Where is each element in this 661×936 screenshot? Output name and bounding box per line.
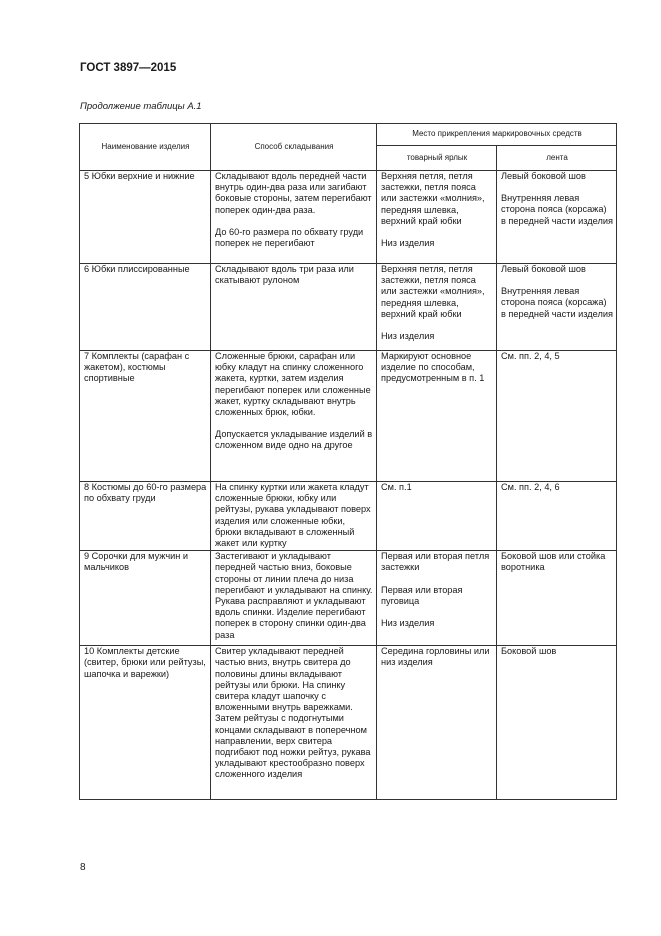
cell-text: Низ изделия	[381, 618, 435, 629]
cell-label	[377, 351, 497, 482]
cell-method	[211, 551, 377, 646]
cell-label	[377, 551, 497, 646]
cell-text: Боковой шов	[501, 646, 557, 657]
cell-text: См. пп. 2, 4, 6	[501, 482, 560, 492]
cell-text: Допускается укладывание изделий в сложенном виде одно на другое	[215, 429, 373, 451]
cell-text: 8 Костюмы до 60-го размера по обхвату груди	[84, 482, 207, 504]
cell-text: 5 Юбки верхние и нижние	[84, 171, 195, 181]
cell-method	[211, 482, 377, 551]
cell-text: Первая или вторая петля застежки	[381, 551, 490, 573]
cell-text: Боковой шов или стойка воротника	[501, 551, 606, 573]
cell-text: Сложенные брюки, сарафан или юбку кладут на спинку сложенного жакета, куртки, затем изделия перегибают поперек или сложенные жакет, куртку складывают внутрь сложенных брюк, юбки.	[215, 351, 371, 418]
cell-name	[80, 646, 211, 800]
cell-tape	[497, 482, 617, 551]
cell-text: Застегивают и укладывают передней частью вниз, боковые стороны от линии плеча до низа перегибают и укладывают на спинку. Рукава расправляют и укладывают вдоль спинки. Изделие перегибают поперек в сторону спинки один-два раза	[215, 551, 373, 640]
cell-label	[377, 171, 497, 264]
cell-text: Верхняя петля, петля застежки, петля пояса или застежки «молния», передняя шлевка, верхний край юбки	[381, 171, 485, 226]
cell-text: 9 Сорочки для мужчин и мальчиков	[84, 551, 189, 573]
cell-tape	[497, 264, 617, 351]
cell-text: До 60-го размера по обхвату груди поперек не перегибают	[215, 226, 364, 249]
cell-text: См. п.1	[381, 482, 412, 492]
cell-text: 10 Комплекты детские (свитер, брюки или рейтузы, шапочка и варежки)	[84, 646, 206, 679]
cell-tape	[497, 351, 617, 482]
cell-method	[211, 264, 377, 351]
page-number: 8	[80, 862, 86, 873]
cell-text: На спинку куртки или жакета кладут сложенные брюки, юбку или рейтузы, рукава укладывают поверх изделия или сложенные юбки, брюки вкладывают в сложенный жакет или куртку	[215, 482, 371, 549]
col-header-tape: лента	[497, 146, 617, 171]
cell-text: Складывают вдоль три раза или скатывают рулоном	[215, 264, 354, 286]
cell-name	[80, 482, 211, 551]
cell-name	[80, 351, 211, 482]
doc-code: ГОСТ 3897—2015	[80, 62, 177, 74]
cell-label	[377, 482, 497, 551]
cell-text: Маркируют основное изделие по способам, предусмотренным в п. 1	[381, 351, 485, 384]
cell-text: Середина горловины или низ изделия	[381, 646, 490, 668]
cell-text: 6 Юбки плиссированные	[84, 264, 190, 274]
col-header-label: товарный ярлык	[377, 146, 497, 171]
cell-tape	[497, 551, 617, 646]
cell-text: Складывают вдоль передней части внутрь один-два раза или загибают боковые стороны, затем перегибают поперек один-два раза.	[215, 171, 372, 215]
cell-text: Низ изделия	[381, 331, 435, 342]
cell-text: Левый боковой шов	[501, 264, 586, 274]
table-row	[80, 482, 617, 551]
table-row	[80, 171, 617, 264]
cell-name	[80, 551, 211, 646]
table-row	[80, 646, 617, 800]
cell-text: Низ изделия	[381, 238, 435, 249]
cell-text: Верхняя петля, петля застежки, петля пояса или застежки «молния», передняя шлевка, верхний край юбки	[381, 264, 485, 319]
cell-method	[211, 646, 377, 800]
cell-text: Внутренняя левая сторона пояса (корсажа) в передней части изделия	[501, 286, 613, 319]
table-caption: Продолжение таблицы А.1	[80, 101, 202, 112]
col-header-name: Наименование изделия	[80, 124, 211, 171]
col-header-place: Место прикрепления маркировочных средств	[377, 124, 617, 146]
cell-label	[377, 646, 497, 800]
table-row	[80, 551, 617, 646]
cell-text: См. пп. 2, 4, 5	[501, 351, 560, 361]
cell-name	[80, 264, 211, 351]
cell-text: Внутренняя левая сторона пояса (корсажа) в передней части изделия	[501, 193, 613, 226]
cell-text: Левый боковой шов	[501, 171, 586, 181]
cell-tape	[497, 171, 617, 264]
col-header-method: Способ складывания	[211, 124, 377, 171]
cell-label	[377, 264, 497, 351]
marking-table	[79, 123, 617, 800]
table-body	[80, 171, 617, 800]
table-row	[80, 351, 617, 482]
cell-tape	[497, 646, 617, 800]
cell-method	[211, 171, 377, 264]
cell-name	[80, 171, 211, 264]
cell-text: Свитер укладывают передней частью вниз, внутрь свитера до половины длины вкладывают рейтузы или брюки. На спинку свитера кладут шапочку с вложенными внутрь варежками. Затем рейтузы с подогнутыми концами складывают в поперечном направлении, верх свитера подгибают под ножки рейтуз, рукава укладывают крестообразно поверх сложенного изделия	[215, 646, 371, 780]
table-row	[80, 264, 617, 351]
cell-text: Первая или вторая пуговица	[381, 584, 463, 606]
cell-method	[211, 351, 377, 482]
cell-text: 7 Комплекты (сарафан с жакетом), костюмы спортивные	[84, 351, 190, 384]
